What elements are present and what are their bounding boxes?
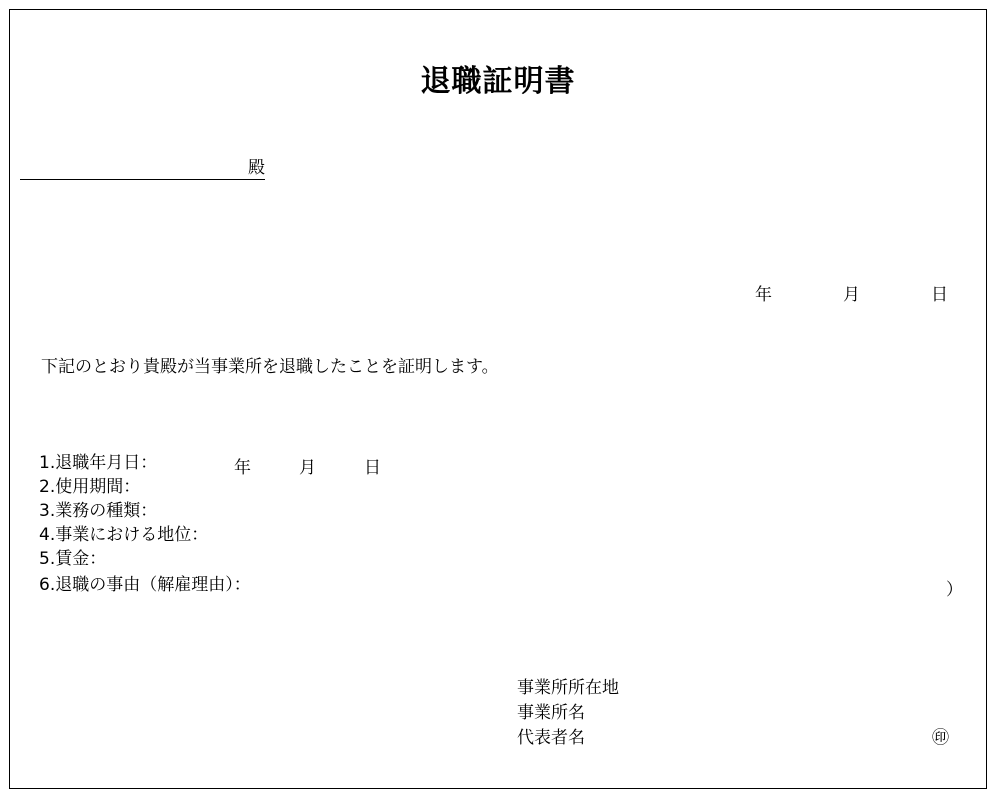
employer-address-label: 事業所所在地 [517, 678, 619, 698]
item-job-type: 3.業務の種類： [39, 501, 158, 521]
document-title: 退職証明書 [420, 64, 576, 99]
issue-date-month: 月 [843, 285, 860, 305]
seal-mark: ㊞ [932, 728, 949, 748]
issue-date-day: 日 [931, 285, 948, 305]
issue-date-year: 年 [755, 285, 772, 305]
item-retirement-day: 日 [364, 458, 381, 478]
item-wage: 5.賃金： [39, 549, 107, 569]
employer-name-label: 事業所名 [517, 703, 585, 723]
certificate-page [9, 9, 987, 789]
item-reason: 6.退職の事由（解雇理由）： [39, 575, 251, 595]
item-position: 4.事業における地位： [39, 525, 209, 545]
item-retirement-year: 年 [234, 458, 251, 478]
employer-representative-label: 代表者名 [517, 728, 585, 748]
addressee-suffix: 殿 [248, 158, 265, 178]
addressee-line [20, 153, 265, 180]
certification-statement: 下記のとおり貴殿が当事業所を退職したことを証明します。 [41, 357, 499, 377]
item-retirement-date-label: 1.退職年月日： [39, 453, 158, 473]
item-reason-close-paren: ） [946, 580, 963, 600]
item-employment-period: 2.使用期間： [39, 477, 141, 497]
item-retirement-month: 月 [299, 458, 316, 478]
